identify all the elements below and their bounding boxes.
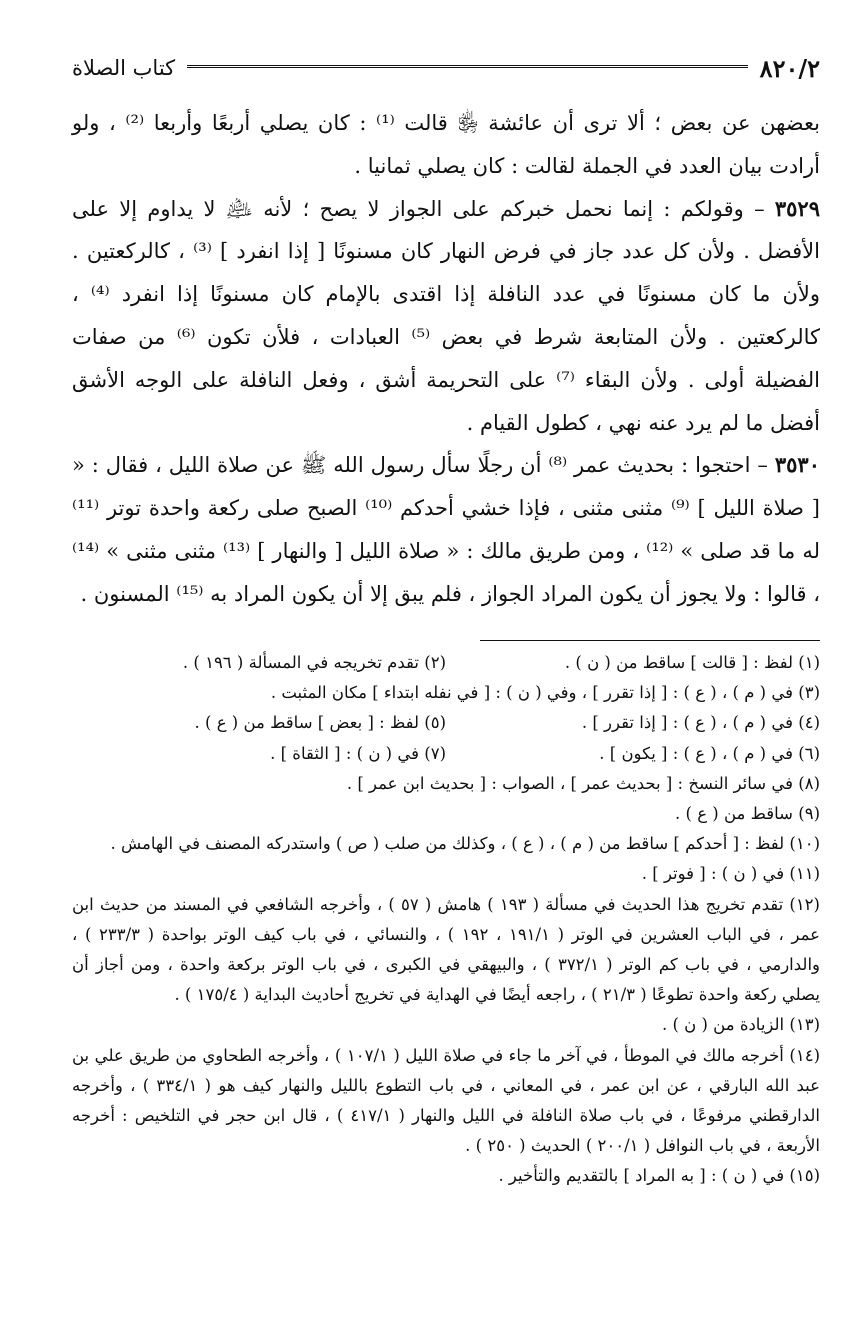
page-header	[72, 50, 820, 86]
footnote-separator	[480, 640, 820, 641]
footnote-row	[72, 648, 820, 678]
footnote-15: (١٥) في ( ن ) : [ به المراد ] بالتقديم والتأخير .	[498, 1166, 820, 1186]
paragraph-text: – احتجوا : بحديث عمر ⁽⁸⁾ أن رجلًا سأل رسول الله ﷺ عن صلاة الليل ، فقال : « [ صلاة الليل ] ⁽⁹⁾ مثنى مثنى ، فإذا خشي أحدكم ⁽¹⁰⁾ الصبح صلى ركعة واحدة توتر ⁽¹¹⁾ له ما قد صلى » ⁽¹²⁾ ، ومن طريق مالك : « صلاة الليل [ والنهار ] ⁽¹³⁾ مثنى مثنى » ⁽¹⁴⁾ ، قالوا : ولا يجوز أن يكون المراد الجواز ، فلم يبق إلا أن يكون المراد به ⁽¹⁵⁾ المسنون .	[72, 453, 820, 606]
footnote-14: (١٤) أخرجه مالك في الموطأ ، في آخر ما جاء في صلاة الليل ( ١٠٧/١ ) ، وأخرجه الطحاوي من طريق علي بن عبد الله البارقي ، عن ابن عمر ، في المعاني ، في باب التطوع بالليل والنهار كيف هو ( ٣٣٤/١ ) ، وأخرجه الدارقطني مرفوعًا ، في باب صلاة النافلة في الليل والنهار ( ٤١٧/١ ) ، قال ابن حجر في التلخيص : أخرجه الأربعة ، في باب النوافل ( ٢٠٠/١ ) الحديث ( ٢٥٠ ) .	[72, 1045, 821, 1156]
footnotes	[72, 648, 820, 1192]
issue-number: ٣٥٢٩	[774, 195, 820, 221]
footnote-2: (٢) تقدم تخريجه في المسألة ( ١٩٦ ) .	[182, 653, 446, 672]
footnote-1: (١) لفظ : [ قالت ] ساقط من ( ن ) .	[564, 653, 820, 672]
footnote-13: (١٣) الزيادة من ( ن ) .	[661, 1015, 820, 1035]
footnote-11: (١١) في ( ن ) : [ فوتر ] .	[641, 864, 820, 884]
paragraph-text: بعضهن عن بعض ؛ ألا ترى أن عائشة ﵂ قالت ⁽¹⁾ : كان يصلي أربعًا وأربعا ⁽²⁾ ، ولو أرادت بيان العدد في الجملة لقالت : كان يصلي ثمانيا .	[72, 111, 820, 178]
running-title: كتاب الصلاة	[72, 56, 176, 80]
footnote-row	[72, 739, 820, 769]
footnote-5: (٥) لفظ : [ بعض ] ساقط من ( ع ) .	[194, 713, 446, 733]
main-text	[72, 102, 820, 616]
header-rule	[187, 65, 748, 71]
footnote-4: (٤) في ( م ) ، ( ع ) : [ إذا تقرر ] .	[581, 713, 820, 733]
footnote-6: (٦) في ( م ) ، ( ع ) : [ يكون ] .	[599, 743, 820, 763]
footnote-8: (٨) في سائر النسخ : [ بحديث عمر ] ، الصواب : [ بحديث ابن عمر ] .	[346, 773, 820, 793]
paragraph	[72, 102, 820, 188]
footnote-10: (١٠) لفظ : [ أحدكم ] ساقط من ( م ) ، ( ع ) ، وكذلك من صلب ( ص ) واستدركه المصنف في الهامش .	[110, 834, 820, 854]
footnote-9: (٩) ساقط من ( ع ) .	[675, 804, 820, 824]
footnote-7: (٧) في ( ن ) : [ الثقاة ] .	[270, 743, 446, 763]
paragraph-3530	[72, 444, 820, 615]
footnote-3: (٣) في ( م ) ، ( ع ) : [ إذا تقرر ] ، وفي ( ن ) : [ في نفله ابتداء ] مكان المثبت .	[270, 683, 820, 703]
page-number: ٨٢٠/٢	[759, 53, 820, 83]
paragraph-3529	[72, 188, 820, 445]
footnote-12: (١٢) تقدم تخريج هذا الحديث في مسألة ( ١٩٣ ) هامش ( ٥٧ ) ، وأخرجه الشافعي في المسند من حديث ابن عمر ، في الباب العشرين في الوتر ( ١٩١/١ ، ١٩٢ ) ، والنسائي ، في باب كيف الوتر بواحدة ( ٢٣٣/٣ ) ، والدارمي ، في باب كم الوتر ( ٣٧٢/١ ) ، والبيهقي في الكبرى ، في باب الوتر بركعة واحدة ، ومن أجاز أن يصلي ركعة واحدة تطوعًا ( ٢١/٣ ) ، راجعه أيضًا في الهداية في تخريج أحاديث البداية ( ١٧٥/٤ ) .	[72, 894, 820, 1005]
paragraph-text: – وقولكم : إنما نحمل خبركم على الجواز لا يصح ؛ لأنه ﵇ لا يداوم إلا على الأفضل . ولأن كل عدد جاز في فرض النهار كان مسنونًا [ إذا انفرد ] ⁽³⁾ ، كالركعتين . ولأن ما كان مسنونًا في عدد النافلة إذا اقتدى بالإمام كان مسنونًا إذا انفرد ⁽⁴⁾ ، كالركعتين . ولأن المتابعة شرط في بعض ⁽⁵⁾ العبادات ، فلأن تكون ⁽⁶⁾ من صفات الفضيلة أولى . ولأن البقاء ⁽⁷⁾ على التحريمة أشق ، وفعل النافلة على الوجه الأشق أفضل ما لم يرد عنه نهي ، كطول القيام .	[72, 196, 820, 435]
issue-number: ٣٥٣٠	[774, 452, 820, 478]
footnote-row	[72, 708, 820, 738]
